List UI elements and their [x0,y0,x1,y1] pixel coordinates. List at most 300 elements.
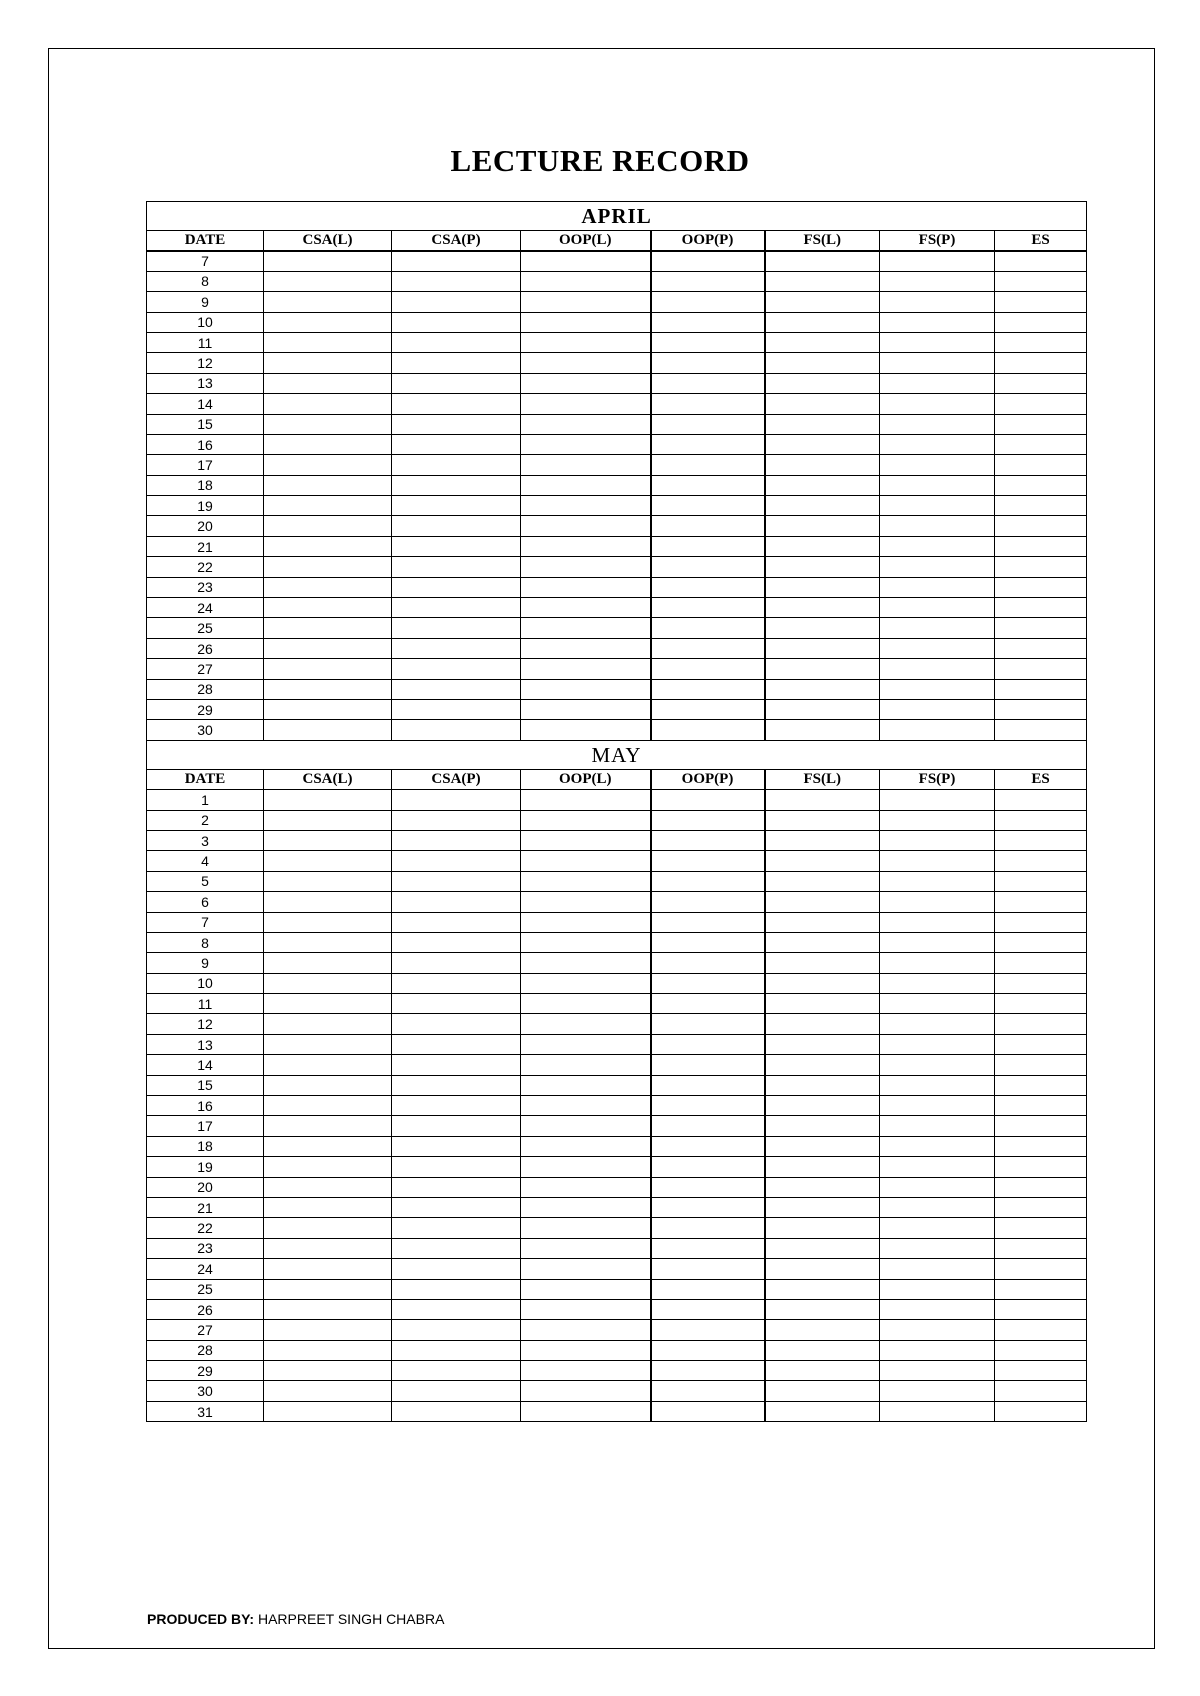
record-cell[interactable] [392,353,521,373]
record-cell[interactable] [521,810,651,830]
record-cell[interactable] [995,830,1087,850]
record-cell[interactable] [392,312,521,332]
record-cell[interactable] [765,659,880,679]
record-cell[interactable] [765,292,880,312]
record-cell[interactable] [521,1055,651,1075]
record-cell[interactable] [880,871,995,891]
record-cell[interactable] [392,455,521,475]
record-cell[interactable] [521,1279,651,1299]
record-cell[interactable] [765,434,880,454]
record-cell[interactable] [651,1218,765,1238]
record-cell[interactable] [392,1401,521,1421]
record-cell[interactable] [264,475,392,495]
record-cell[interactable] [264,1238,392,1258]
record-cell[interactable] [765,1218,880,1238]
record-cell[interactable] [765,1157,880,1177]
record-cell[interactable] [651,353,765,373]
record-cell[interactable] [392,810,521,830]
record-cell[interactable] [880,973,995,993]
record-cell[interactable] [880,1177,995,1197]
record-cell[interactable] [521,496,651,516]
record-cell[interactable] [264,292,392,312]
record-cell[interactable] [392,536,521,556]
record-cell[interactable] [765,679,880,699]
record-cell[interactable] [264,312,392,332]
record-cell[interactable] [264,373,392,393]
record-cell[interactable] [995,1075,1087,1095]
record-cell[interactable] [264,699,392,719]
record-cell[interactable] [264,1197,392,1217]
record-cell[interactable] [765,1279,880,1299]
record-cell[interactable] [880,332,995,352]
record-cell[interactable] [995,292,1087,312]
record-cell[interactable] [392,516,521,536]
record-cell[interactable] [880,1299,995,1319]
record-cell[interactable] [521,373,651,393]
record-cell[interactable] [651,1034,765,1054]
record-cell[interactable] [264,1361,392,1381]
record-cell[interactable] [651,312,765,332]
record-cell[interactable] [880,1279,995,1299]
record-cell[interactable] [765,892,880,912]
record-cell[interactable] [995,516,1087,536]
record-cell[interactable] [392,1361,521,1381]
record-cell[interactable] [521,1197,651,1217]
record-cell[interactable] [880,851,995,871]
record-cell[interactable] [651,1381,765,1401]
record-cell[interactable] [880,1075,995,1095]
record-cell[interactable] [995,1014,1087,1034]
record-cell[interactable] [995,679,1087,699]
record-cell[interactable] [765,1055,880,1075]
record-cell[interactable] [392,871,521,891]
record-cell[interactable] [651,1116,765,1136]
record-cell[interactable] [765,932,880,952]
record-cell[interactable] [521,292,651,312]
record-cell[interactable] [264,973,392,993]
record-cell[interactable] [392,292,521,312]
record-cell[interactable] [880,1361,995,1381]
record-cell[interactable] [880,434,995,454]
record-cell[interactable] [765,251,880,271]
record-cell[interactable] [651,830,765,850]
record-cell[interactable] [880,1381,995,1401]
record-cell[interactable] [392,953,521,973]
record-cell[interactable] [392,892,521,912]
record-cell[interactable] [651,699,765,719]
record-cell[interactable] [264,577,392,597]
record-cell[interactable] [880,557,995,577]
record-cell[interactable] [651,1299,765,1319]
record-cell[interactable] [995,312,1087,332]
record-cell[interactable] [264,1259,392,1279]
record-cell[interactable] [651,1136,765,1156]
record-cell[interactable] [880,1197,995,1217]
record-cell[interactable] [521,332,651,352]
record-cell[interactable] [264,720,392,740]
record-cell[interactable] [995,598,1087,618]
record-cell[interactable] [880,577,995,597]
record-cell[interactable] [521,790,651,810]
record-cell[interactable] [880,618,995,638]
record-cell[interactable] [651,598,765,618]
record-cell[interactable] [264,1055,392,1075]
record-cell[interactable] [765,1116,880,1136]
record-cell[interactable] [765,699,880,719]
record-cell[interactable] [264,953,392,973]
record-cell[interactable] [651,455,765,475]
record-cell[interactable] [264,1034,392,1054]
record-cell[interactable] [995,1034,1087,1054]
record-cell[interactable] [521,871,651,891]
record-cell[interactable] [765,638,880,658]
record-cell[interactable] [521,953,651,973]
record-cell[interactable] [651,953,765,973]
record-cell[interactable] [995,790,1087,810]
record-cell[interactable] [392,790,521,810]
record-cell[interactable] [880,292,995,312]
record-cell[interactable] [765,1136,880,1156]
record-cell[interactable] [995,1116,1087,1136]
record-cell[interactable] [765,1259,880,1279]
record-cell[interactable] [995,638,1087,658]
record-cell[interactable] [995,271,1087,291]
record-cell[interactable] [765,1034,880,1054]
record-cell[interactable] [651,414,765,434]
record-cell[interactable] [521,1096,651,1116]
record-cell[interactable] [392,1381,521,1401]
record-cell[interactable] [995,1238,1087,1258]
record-cell[interactable] [995,1197,1087,1217]
record-cell[interactable] [521,1034,651,1054]
record-cell[interactable] [880,892,995,912]
record-cell[interactable] [264,1136,392,1156]
record-cell[interactable] [392,394,521,414]
record-cell[interactable] [392,475,521,495]
record-cell[interactable] [392,414,521,434]
record-cell[interactable] [392,973,521,993]
record-cell[interactable] [765,1361,880,1381]
record-cell[interactable] [765,414,880,434]
record-cell[interactable] [651,536,765,556]
record-cell[interactable] [392,1279,521,1299]
record-cell[interactable] [765,455,880,475]
record-cell[interactable] [392,496,521,516]
record-cell[interactable] [521,1381,651,1401]
record-cell[interactable] [995,973,1087,993]
record-cell[interactable] [995,953,1087,973]
record-cell[interactable] [264,516,392,536]
record-cell[interactable] [392,598,521,618]
record-cell[interactable] [264,251,392,271]
record-cell[interactable] [392,1014,521,1034]
record-cell[interactable] [651,1014,765,1034]
record-cell[interactable] [521,973,651,993]
record-cell[interactable] [880,830,995,850]
record-cell[interactable] [765,790,880,810]
record-cell[interactable] [880,790,995,810]
record-cell[interactable] [651,851,765,871]
record-cell[interactable] [995,912,1087,932]
record-cell[interactable] [995,892,1087,912]
record-cell[interactable] [521,577,651,597]
record-cell[interactable] [521,638,651,658]
record-cell[interactable] [264,679,392,699]
record-cell[interactable] [392,1299,521,1319]
record-cell[interactable] [392,434,521,454]
record-cell[interactable] [995,618,1087,638]
record-cell[interactable] [995,1401,1087,1421]
record-cell[interactable] [765,1401,880,1421]
record-cell[interactable] [995,871,1087,891]
record-cell[interactable] [995,414,1087,434]
record-cell[interactable] [995,557,1087,577]
record-cell[interactable] [264,810,392,830]
record-cell[interactable] [392,271,521,291]
record-cell[interactable] [392,251,521,271]
record-cell[interactable] [392,1055,521,1075]
record-cell[interactable] [521,475,651,495]
record-cell[interactable] [651,892,765,912]
record-cell[interactable] [521,1157,651,1177]
record-cell[interactable] [651,577,765,597]
record-cell[interactable] [264,1340,392,1360]
record-cell[interactable] [880,598,995,618]
record-cell[interactable] [264,271,392,291]
record-cell[interactable] [765,810,880,830]
record-cell[interactable] [651,659,765,679]
record-cell[interactable] [995,1279,1087,1299]
record-cell[interactable] [392,1116,521,1136]
record-cell[interactable] [995,1320,1087,1340]
record-cell[interactable] [765,598,880,618]
record-cell[interactable] [264,830,392,850]
record-cell[interactable] [392,373,521,393]
record-cell[interactable] [392,1177,521,1197]
record-cell[interactable] [651,1259,765,1279]
record-cell[interactable] [651,292,765,312]
record-cell[interactable] [651,1157,765,1177]
record-cell[interactable] [521,251,651,271]
record-cell[interactable] [765,1014,880,1034]
record-cell[interactable] [880,394,995,414]
record-cell[interactable] [521,659,651,679]
record-cell[interactable] [392,618,521,638]
record-cell[interactable] [521,1136,651,1156]
record-cell[interactable] [264,994,392,1014]
record-cell[interactable] [521,1401,651,1421]
record-cell[interactable] [995,932,1087,952]
record-cell[interactable] [765,1177,880,1197]
record-cell[interactable] [765,912,880,932]
record-cell[interactable] [880,373,995,393]
record-cell[interactable] [521,598,651,618]
record-cell[interactable] [264,1075,392,1095]
record-cell[interactable] [995,332,1087,352]
record-cell[interactable] [995,1218,1087,1238]
record-cell[interactable] [995,434,1087,454]
record-cell[interactable] [995,1157,1087,1177]
record-cell[interactable] [264,1320,392,1340]
record-cell[interactable] [264,394,392,414]
record-cell[interactable] [651,516,765,536]
record-cell[interactable] [264,912,392,932]
record-cell[interactable] [264,659,392,679]
record-cell[interactable] [765,536,880,556]
record-cell[interactable] [392,1197,521,1217]
record-cell[interactable] [651,496,765,516]
record-cell[interactable] [521,720,651,740]
record-cell[interactable] [521,1238,651,1258]
record-cell[interactable] [880,1320,995,1340]
record-cell[interactable] [995,720,1087,740]
record-cell[interactable] [880,994,995,1014]
record-cell[interactable] [264,1096,392,1116]
record-cell[interactable] [995,1299,1087,1319]
record-cell[interactable] [651,1197,765,1217]
record-cell[interactable] [765,1238,880,1258]
record-cell[interactable] [521,830,651,850]
record-cell[interactable] [880,1014,995,1034]
record-cell[interactable] [264,598,392,618]
record-cell[interactable] [264,536,392,556]
record-cell[interactable] [880,912,995,932]
record-cell[interactable] [995,577,1087,597]
record-cell[interactable] [765,475,880,495]
record-cell[interactable] [995,994,1087,1014]
record-cell[interactable] [392,1320,521,1340]
record-cell[interactable] [651,1238,765,1258]
record-cell[interactable] [651,271,765,291]
record-cell[interactable] [880,638,995,658]
record-cell[interactable] [880,1238,995,1258]
record-cell[interactable] [880,1055,995,1075]
record-cell[interactable] [995,455,1087,475]
record-cell[interactable] [264,1157,392,1177]
record-cell[interactable] [995,1136,1087,1156]
record-cell[interactable] [264,790,392,810]
record-cell[interactable] [651,1075,765,1095]
record-cell[interactable] [651,871,765,891]
record-cell[interactable] [392,1075,521,1095]
record-cell[interactable] [880,1136,995,1156]
record-cell[interactable] [880,536,995,556]
record-cell[interactable] [392,1340,521,1360]
record-cell[interactable] [651,912,765,932]
record-cell[interactable] [392,1238,521,1258]
record-cell[interactable] [880,496,995,516]
record-cell[interactable] [521,912,651,932]
record-cell[interactable] [392,557,521,577]
record-cell[interactable] [995,394,1087,414]
record-cell[interactable] [392,1259,521,1279]
record-cell[interactable] [651,932,765,952]
record-cell[interactable] [765,973,880,993]
record-cell[interactable] [264,932,392,952]
record-cell[interactable] [995,1259,1087,1279]
record-cell[interactable] [880,699,995,719]
record-cell[interactable] [995,1381,1087,1401]
record-cell[interactable] [765,1096,880,1116]
record-cell[interactable] [521,892,651,912]
record-cell[interactable] [392,1034,521,1054]
record-cell[interactable] [880,1218,995,1238]
record-cell[interactable] [765,1075,880,1095]
record-cell[interactable] [765,1299,880,1319]
record-cell[interactable] [880,1401,995,1421]
record-cell[interactable] [521,1259,651,1279]
record-cell[interactable] [392,932,521,952]
record-cell[interactable] [995,1340,1087,1360]
record-cell[interactable] [392,638,521,658]
record-cell[interactable] [521,557,651,577]
record-cell[interactable] [995,251,1087,271]
record-cell[interactable] [651,1096,765,1116]
record-cell[interactable] [392,720,521,740]
record-cell[interactable] [765,271,880,291]
record-cell[interactable] [392,1096,521,1116]
record-cell[interactable] [765,394,880,414]
record-cell[interactable] [765,496,880,516]
record-cell[interactable] [264,1218,392,1238]
record-cell[interactable] [995,699,1087,719]
record-cell[interactable] [880,312,995,332]
record-cell[interactable] [392,1218,521,1238]
record-cell[interactable] [651,1320,765,1340]
record-cell[interactable] [651,394,765,414]
record-cell[interactable] [521,1361,651,1381]
record-cell[interactable] [765,557,880,577]
record-cell[interactable] [651,373,765,393]
record-cell[interactable] [392,332,521,352]
record-cell[interactable] [995,353,1087,373]
record-cell[interactable] [521,536,651,556]
record-cell[interactable] [651,790,765,810]
record-cell[interactable] [264,557,392,577]
record-cell[interactable] [880,720,995,740]
record-cell[interactable] [521,1075,651,1095]
record-cell[interactable] [651,1177,765,1197]
record-cell[interactable] [521,434,651,454]
record-cell[interactable] [521,699,651,719]
record-cell[interactable] [651,332,765,352]
record-cell[interactable] [264,1116,392,1136]
record-cell[interactable] [651,973,765,993]
record-cell[interactable] [995,810,1087,830]
record-cell[interactable] [765,577,880,597]
record-cell[interactable] [264,871,392,891]
record-cell[interactable] [651,679,765,699]
record-cell[interactable] [651,557,765,577]
record-cell[interactable] [651,1279,765,1299]
record-cell[interactable] [995,851,1087,871]
record-cell[interactable] [521,1177,651,1197]
record-cell[interactable] [880,1116,995,1136]
record-cell[interactable] [264,1177,392,1197]
record-cell[interactable] [765,871,880,891]
record-cell[interactable] [651,251,765,271]
record-cell[interactable] [651,434,765,454]
record-cell[interactable] [765,994,880,1014]
record-cell[interactable] [880,659,995,679]
record-cell[interactable] [264,414,392,434]
record-cell[interactable] [392,659,521,679]
record-cell[interactable] [765,1340,880,1360]
record-cell[interactable] [880,810,995,830]
record-cell[interactable] [880,1340,995,1360]
record-cell[interactable] [995,1055,1087,1075]
record-cell[interactable] [880,251,995,271]
